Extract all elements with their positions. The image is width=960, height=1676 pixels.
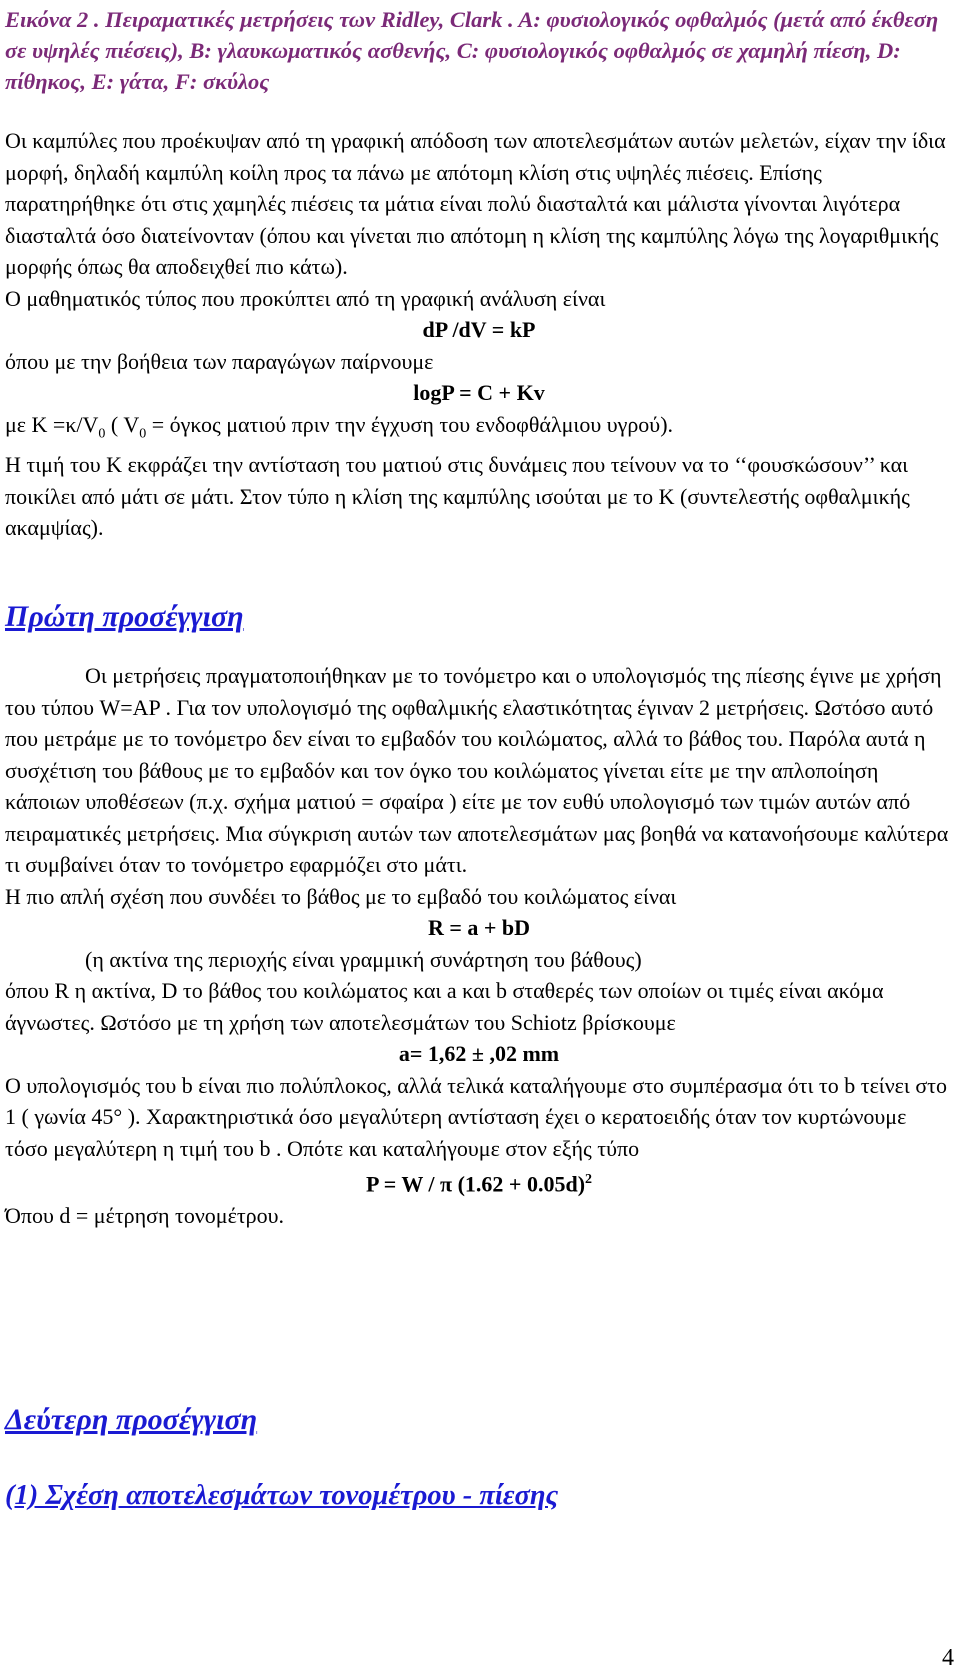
equation-a: a= 1,62 ± ,02 mm (398, 1041, 560, 1066)
intro-paragraph: Οι καμπύλες που προέκυψαν από τη γραφική απόδοση των αποτελεσμάτων αυτών μελετών, είχαν την ίδια μορφή, δηλαδή καμπύλη κοίλη προς τα πάνω με απότομη κλίση στις υψηλές πιέσεις. Επίσης παρατηρήθηκε ότι στις χαμηλές πιέσεις τα μάτια είναι πολύ διασταλτά και μάλιστα γίνονται λιγότερα διασταλτά όσο διατείνονταν (όπου και γίνεται πιο απότομη η κλίση της καμπύλης λόγω της λογαριθμικής μορφής όπως θα αποδειχθεί πιο κάτω). (5, 128, 946, 279)
heading-tonometer-pressure: (1) Σχέση αποτελεσμάτων τονομέτρου - πίεσης (5, 1480, 559, 1511)
k-explanation: Η τιμή του Κ εκφράζει την αντίσταση του ματιού στις δυνάμεις που τείνουν να το ‘‘φουσκώσουν’’ και ποικίλει από μάτι σε μάτι. Στον τύπο η κλίση της καμπύλης ισούται με το Κ (συντελεστής οφθαλμικής ακαμψίας). (5, 452, 910, 541)
heading-second-approach: Δεύτερη προσέγγιση (5, 1403, 258, 1436)
tonometer-paragraph: Οι μετρήσεις πραγματοποιήθηκαν με το τονόμετρο και ο υπολογισμός της πίεσης έγινε με χρήση του τύπου W=AP . Για τον υπολογισμό της οφθαλμικής ελαστικότητας έγιναν 2 μετρήσεις. Ωστόσο αυτό που μετράμε με το τονόμετρο δεν είναι το εμβαδόν του κοιλώματος, αλλά το βάθος του. Παρόλα αυτά η συσχέτιση του βάθους με το εμβαδόν και τον όγκο του κοιλώματος γίνεται είτε με την απλοποίηση κάποιων υποθέσεων (π.χ. σχήμα ματιού = σφαίρα ) είτε με τον ευθύ υπολογισμό των τιμών αυτών από πειραματικές μετρήσεις. Μια σύγκριση αυτών των αποτελεσμάτων μας βοηθά να κατανοήσουμε καλύτερα τι συμβαίνει όταν το τονόμετρο εφαρμόζει στο μάτι. (5, 663, 949, 877)
heading-first-approach: Πρώτη προσέγγιση (5, 600, 244, 633)
equation-r: R = a + bD (427, 915, 531, 940)
formula-intro: Ο μαθηματικός τύπος που προκύπτει από τη γραφική ανάλυση είναι (5, 285, 606, 311)
first-approach-section (5, 660, 953, 1231)
b-paragraph: Ο υπολογισμός του b είναι πιο πολύπλοκος, αλλά τελικά καταλήγουμε στο συμπέρασμα ότι το b τείνει στο 1 ( γωνία 45° ). Χαρακτηριστικά όσο μεγαλύτερη αντίσταση έχει ο κερατοειδής όταν τον κυρτώνουμε τόσο μεγαλύτερη η τιμή του b . Οπότε και καταλήγουμε στον εξής τύπο (5, 1072, 948, 1161)
page-number: 4 (942, 1645, 954, 1671)
d-definition: Όπου d = μέτρηση τονομέτρου. (5, 1202, 285, 1228)
equation-p: P = W / π $(1.62 + 0.05d)^2$ (365, 1171, 593, 1197)
equation-dp-dv: dP /dV = kP (422, 317, 536, 342)
equation-logp: logP = C + Kv (413, 380, 545, 405)
k-definition: με $K =\kappa/V_0$ ( $V_0 = ό\gamma\kappa o\varsigma$ ματιού πριν την έγχυση του ενδοφθάλμιου υγρού). (5, 411, 674, 441)
depth-area-text: Η πιο απλή σχέση που συνδέει το βάθος με το εμβαδό του κοιλώματος είναι (5, 883, 677, 909)
radius-note: (η ακτίνα της περιοχής είναι γραμμική συνάρτηση του βάθους) (85, 946, 642, 972)
intro-section (5, 125, 953, 544)
constants-paragraph: όπου R η ακτίνα, D το βάθος του κοιλώματος και a και b σταθερές των οποίων οι τιμές είναι ακόμα άγνωστες. Ωστόσο με τη χρήση των αποτελεσμάτων του Schiotz βρίσκουμε (5, 978, 884, 1035)
figure-caption: Εικόνα 2 . Πειραματικές μετρήσεις των Ridley, Clark . A: φυσιολογικός οφθαλμός (μετά από έκθεση σε υψηλές πιέσεις), B: γλαυκωματικός ασθενής, C: φυσιολογικός οφθαλμός σε χαμηλή πίεση, D: πίθηκος, E: γάτα, F: σκύλος (5, 7, 939, 94)
derivative-text: όπου με την βοήθεια των παραγώγων παίρνουμε (5, 348, 434, 374)
